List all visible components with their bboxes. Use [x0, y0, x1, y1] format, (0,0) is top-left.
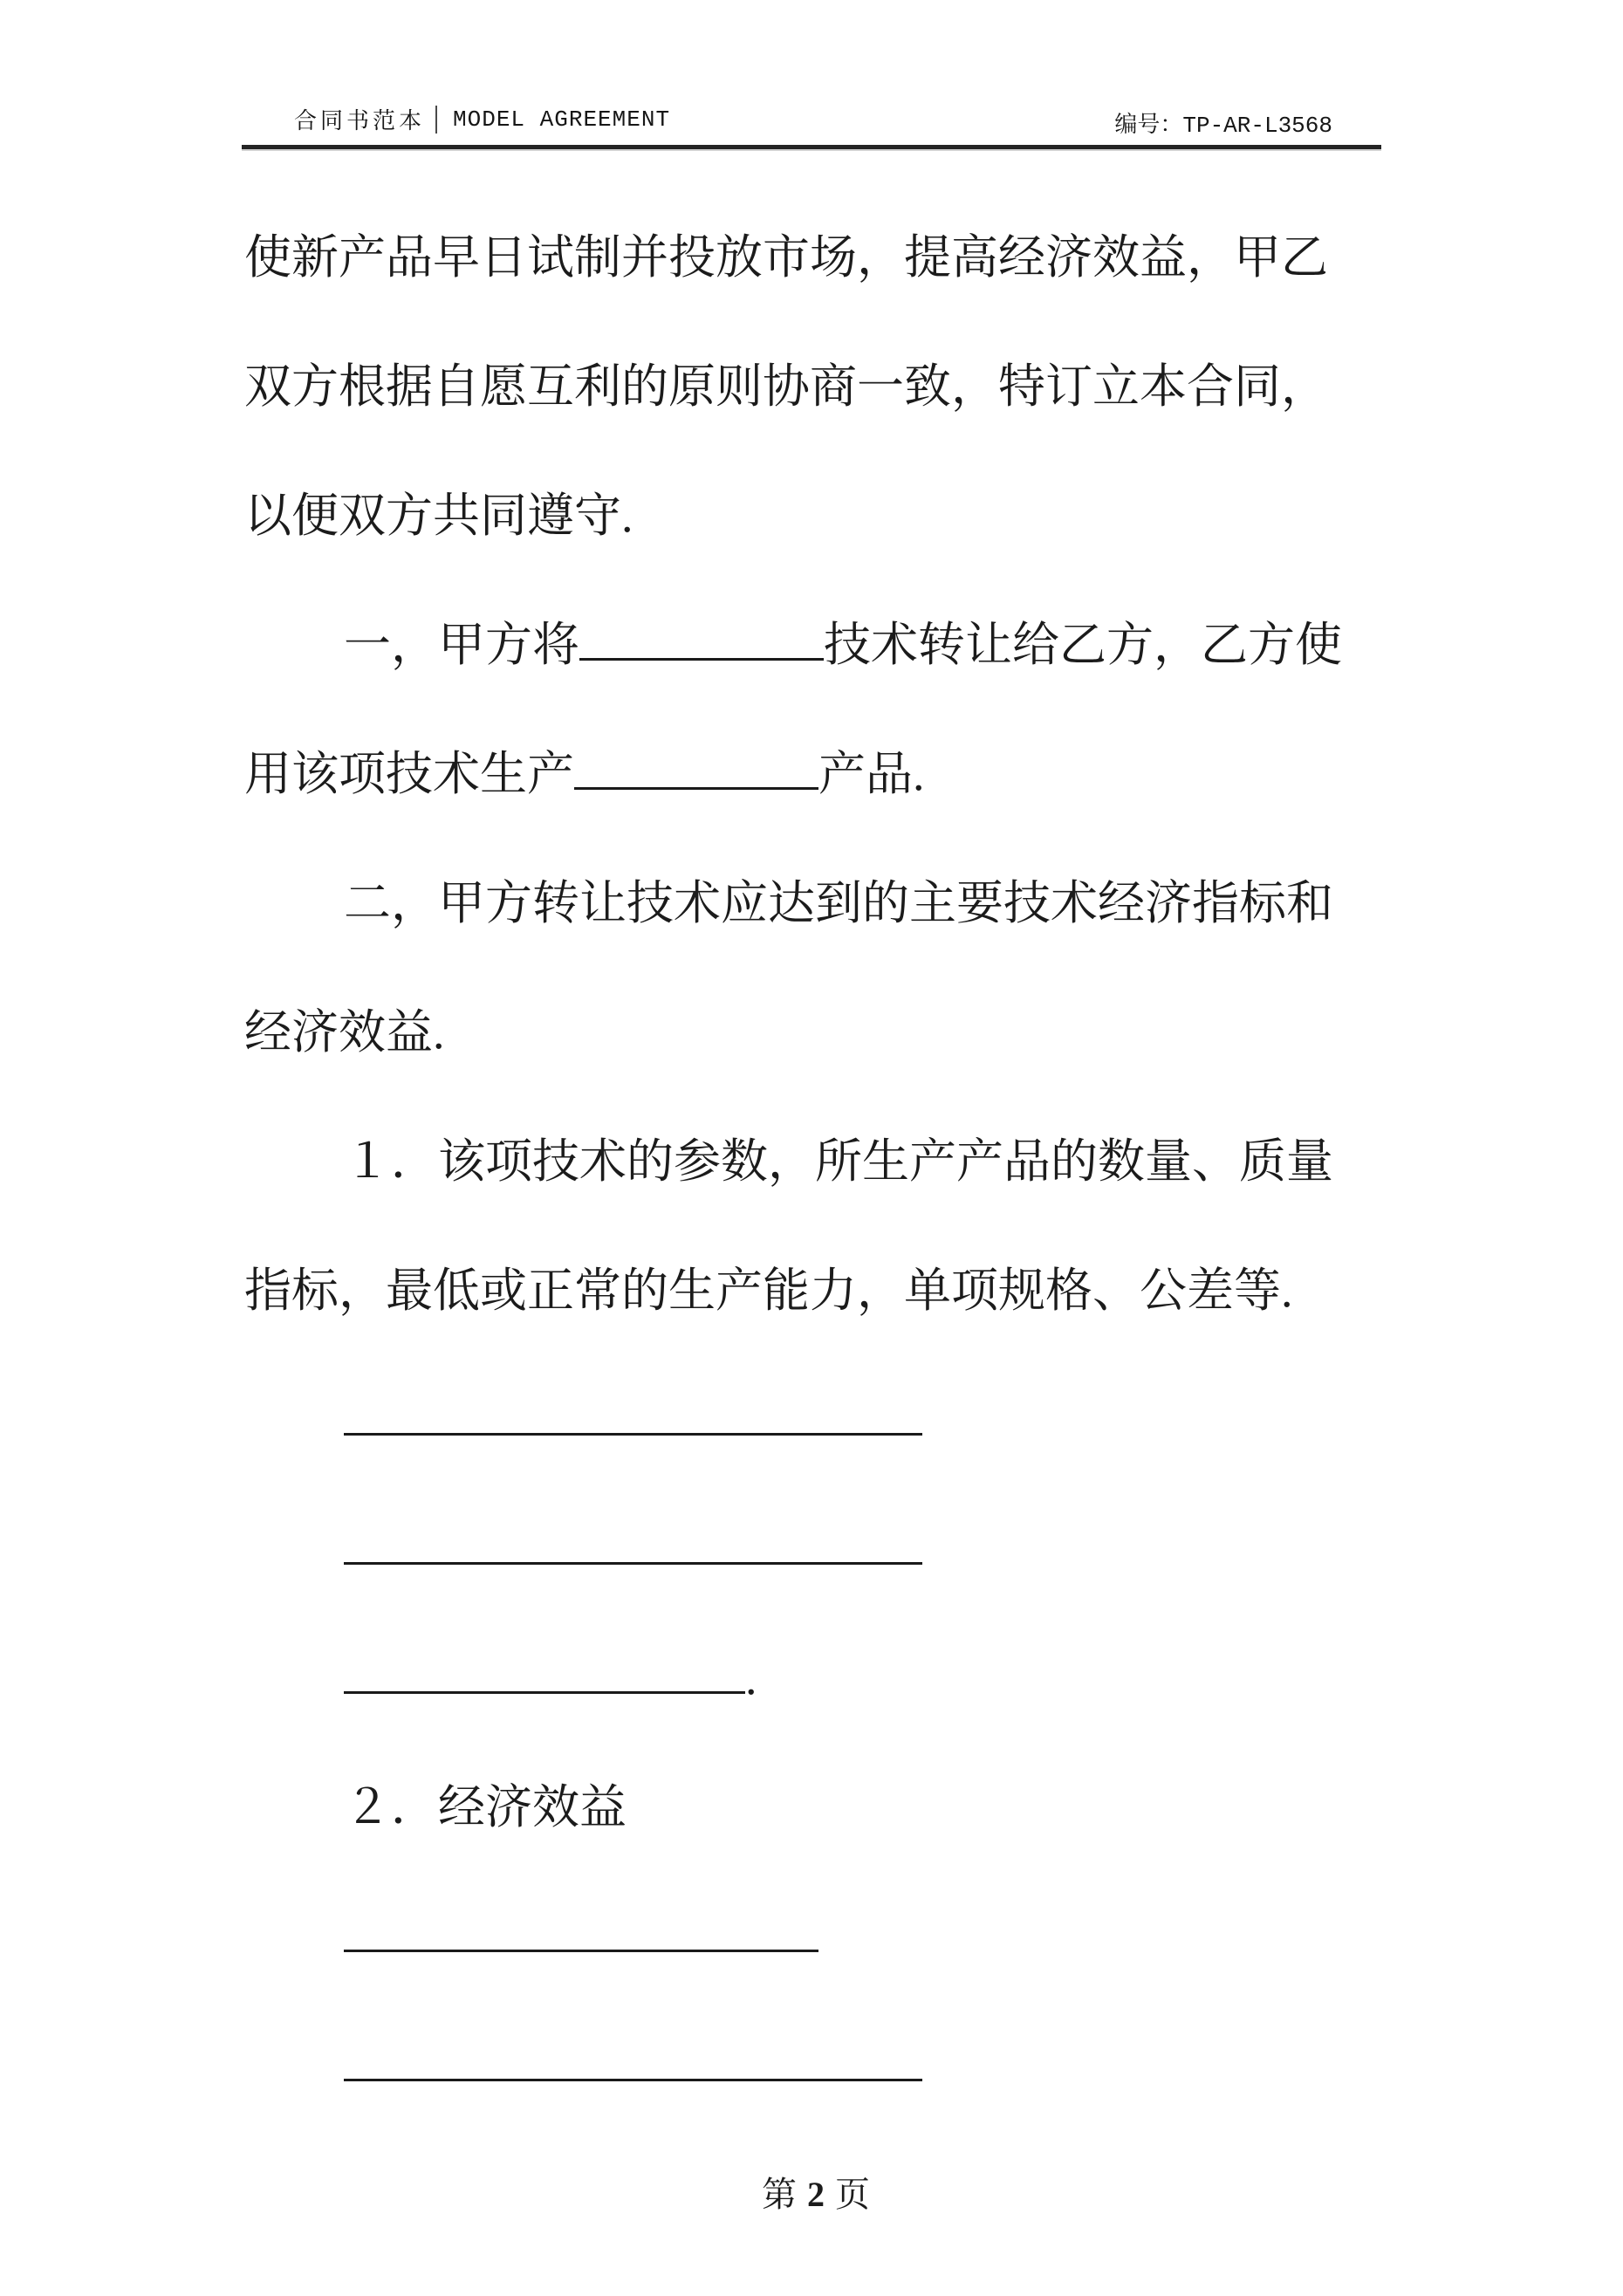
- header-doc-number: [1114, 106, 1332, 139]
- header-rule: [242, 145, 1381, 149]
- blank-underline: [574, 742, 818, 790]
- header-title-cn: 合同书范本: [294, 108, 426, 134]
- body-line: [244, 1484, 1387, 1614]
- body-line-text: 一，甲方将: [344, 619, 579, 671]
- body-line: [244, 580, 1387, 709]
- doc-number-label: 编号：: [1114, 112, 1183, 137]
- blank-underline: [344, 2033, 922, 2081]
- body-line: [244, 2001, 1387, 2130]
- body-line-text: 技术转让给乙方，乙方使: [824, 619, 1342, 671]
- page-label-suffix: 页: [835, 2175, 870, 2214]
- body-line: 使新产品早日试制并投放市场，提高经济效益，甲乙: [244, 231, 1328, 284]
- body-line: [244, 1614, 1387, 1743]
- header-title-en: MODEL AGREEMENT: [453, 106, 671, 133]
- body-line: 以便双方共同遵守.: [244, 490, 633, 542]
- blank-underline: [344, 1904, 818, 1952]
- header-divider: [435, 106, 437, 134]
- page-label-prefix: 第: [762, 2175, 797, 2214]
- blank-suffix-period: .: [745, 1652, 757, 1704]
- page-footer: [244, 2130, 1387, 2259]
- body-line-text: 产品.: [818, 748, 925, 800]
- body-line: 指标，最低或正常的生产能力，单项规格、公差等.: [244, 1265, 1293, 1317]
- body-line-text: 用该项技术生产: [244, 748, 574, 800]
- blank-underline: [344, 1646, 745, 1694]
- blank-underline: [579, 613, 824, 661]
- blank-underline: [344, 1517, 922, 1565]
- body-line: 经济效益.: [244, 1006, 445, 1059]
- page-number: 2: [807, 2175, 825, 2214]
- body-line: 双方根据自愿互利的原则协商一致，特订立本合同，: [244, 360, 1328, 413]
- header-left: [294, 103, 670, 135]
- document-body: [244, 193, 1387, 2259]
- blank-underline: [344, 1388, 922, 1436]
- body-line: １．该项技术的参数，所生产产品的数量、质量: [344, 1135, 1333, 1188]
- body-line: 二，甲方转让技术应达到的主要技术经济指标和: [344, 877, 1333, 929]
- body-line: [244, 1872, 1387, 2001]
- body-line: ２．经济效益: [344, 1781, 627, 1833]
- doc-number-value: TP-AR-L3568: [1182, 113, 1332, 139]
- body-line: [244, 1355, 1387, 1484]
- body-line: [244, 709, 1387, 839]
